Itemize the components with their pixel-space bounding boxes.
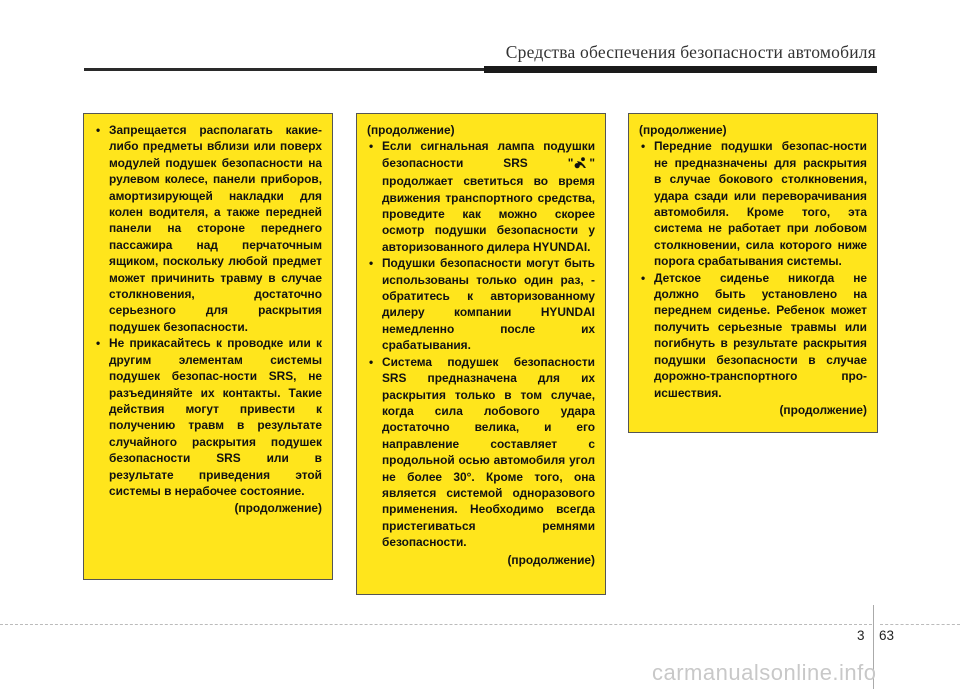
continued-header: (продолжение) — [639, 123, 727, 137]
srs-airbag-warning-icon — [574, 157, 588, 173]
footer-divider-right — [880, 624, 960, 625]
warning-item: • Передние подушки безопас-ности не предназначены для раскрытия в случае бокового столкновения, удара сзади или переворачивания автомобиля. Кроме того, эта система не работает при лобовом столкновении, сила которого ниже порога срабатывания системы. — [639, 138, 867, 269]
chapter-number: 3 — [857, 628, 865, 643]
warning-box-2 — [356, 113, 606, 595]
warning-list-3 — [639, 138, 867, 401]
warning-item: • Система подушек безопасности SRS предназначена для их раскрытия только в том случае, когда сила лобового удара достаточно велика, и его направление составляет с продольной осью автомобиля угол не более 30°. Кроме того, она является системой одноразового применения. Необходимо всегда пристегиваться ремнями безопасности. — [367, 354, 595, 551]
warning-item: • Не прикасайтесь к проводке или к другим элементам системы подушек безопас-ности SRS, не разъединяйте их контакты. Такие действия могут привести к получению травм в результате случайного раскрытия подушек безопасности SRS или в результате приведения этой системы в нерабочее состояние. — [94, 335, 322, 499]
warning-list-1 — [94, 122, 322, 499]
warning-item — [367, 138, 595, 255]
page-header-title: Средства обеспечения безопасности автомобиля — [505, 42, 876, 62]
warning-box-3 — [628, 113, 878, 433]
warning-item: • Детское сиденье никогда не должно быть установлено на переднем сиденье. Ребенок может получить серьезные травмы или погибнуть в результате раскрытия подушки безопасности в случае дорожно-транспортного про-исшествия. — [639, 270, 867, 401]
footer-divider — [0, 624, 872, 625]
continued-footer: (продолжение) — [779, 402, 867, 417]
warning-item: • Подушки безопасности могут быть использованы только один раз, - обратитесь к авторизованному дилеру компании HYUNDAI немедленно после их срабатывания. — [367, 255, 595, 353]
continued-footer: (продолжение) — [234, 501, 322, 516]
warning-item-text: " продолжает светиться во время движения транспортного средства, проведите как можно скорее осмотр подушки безопасности у авторизованного дилера HYUNDAI. — [382, 155, 595, 254]
continued-header: (продолжение) — [367, 123, 455, 137]
header-rule — [84, 68, 484, 71]
warning-item-text: Если сигнальная лампа подушки безопасности SRS " — [382, 139, 595, 170]
warning-item: • Запрещается располагать какие-либо предметы вблизи или поверх модулей подушек безопасности на рулевом колесе, панели приборов, амортизирующей накладки для колен водителя, а также передней панели на стороне переднего пассажира над перчаточным ящиком, поскольку любой предмет может причинить травму в случае столкновения, достаточно серьезного для раскрытия подушек безопасности. — [94, 122, 322, 335]
warning-box-1 — [83, 113, 333, 580]
continued-footer: (продолжение) — [507, 552, 595, 567]
watermark: carmanualsonline.info — [652, 660, 877, 685]
header-rule-thick — [484, 66, 877, 73]
page-number: 63 — [879, 628, 895, 643]
warning-list-2 — [367, 138, 595, 550]
